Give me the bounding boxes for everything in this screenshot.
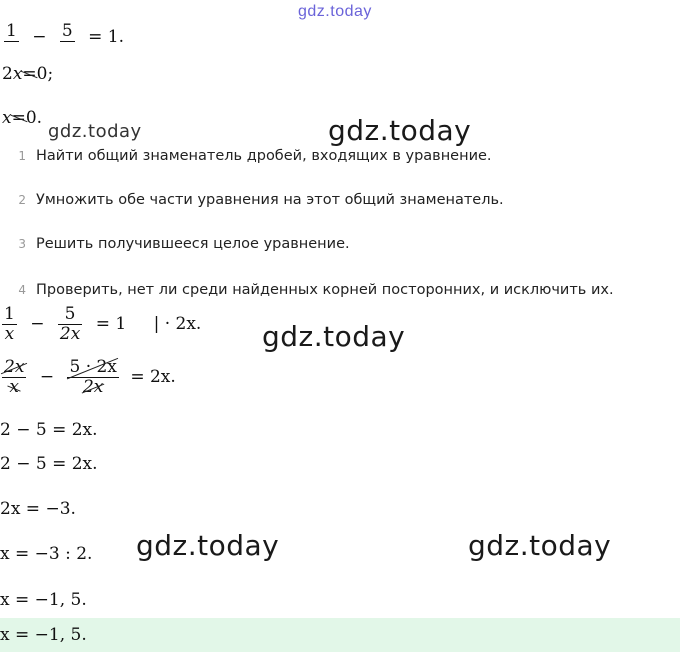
watermark-mid-right: gdz.today	[328, 114, 472, 147]
step-item: 3 Решить получившееся целое уравнение.	[18, 236, 350, 252]
solution-line-2: $\frac{2x}{x}$ − $\frac{5 \cdot 2x}{2x}$ = 2x.	[4, 357, 176, 397]
watermark-small-left: gdz.today	[48, 121, 142, 142]
fraction-one: 1	[4, 22, 19, 52]
answer-highlight	[0, 618, 680, 652]
watermark-center: gdz.today	[262, 320, 406, 353]
intro-equation-1: 1 − 5 = 1.	[2, 22, 130, 52]
solution-line-5: 2x = −3.	[0, 499, 76, 519]
fraction-cancelled: $\frac{5 \cdot 2x}{2x}$	[69, 357, 117, 397]
step-item: 4 Проверить, нет ли среди найденных корней посторонних, и исключить их.	[18, 282, 614, 298]
fraction-five: 5	[60, 22, 75, 52]
answer-line: x = −1, 5.	[0, 625, 87, 645]
intro-equation-3: x=0.	[2, 108, 43, 128]
intro-equation-2: 2x=0;	[2, 64, 54, 84]
watermark-bottom-left: gdz.today	[136, 529, 280, 562]
watermark-top: gdz.today	[298, 3, 372, 20]
solution-line-6: x = −3 : 2.	[0, 544, 93, 564]
watermark-bottom-right: gdz.today	[468, 529, 612, 562]
solution-line-1: $\frac{1}{x}$ − $\frac{5}{2x}$ = 1 | · 2x.	[4, 304, 202, 344]
solution-line-7: x = −1, 5.	[0, 590, 87, 610]
solution-line-4: 2 − 5 = 2x.	[0, 454, 98, 474]
fraction: $\frac{1}{x}$	[4, 304, 15, 344]
fraction-cancelled: $\frac{2x}{x}$	[4, 357, 25, 397]
step-item: 1 Найти общий знаменатель дробей, входящих в уравнение.	[18, 148, 492, 164]
step-item: 2 Умножить обе части уравнения на этот общий знаменатель.	[18, 192, 504, 208]
solution-line-3: 2 − 5 = 2x.	[0, 420, 98, 440]
fraction: $\frac{5}{2x}$	[59, 304, 81, 344]
